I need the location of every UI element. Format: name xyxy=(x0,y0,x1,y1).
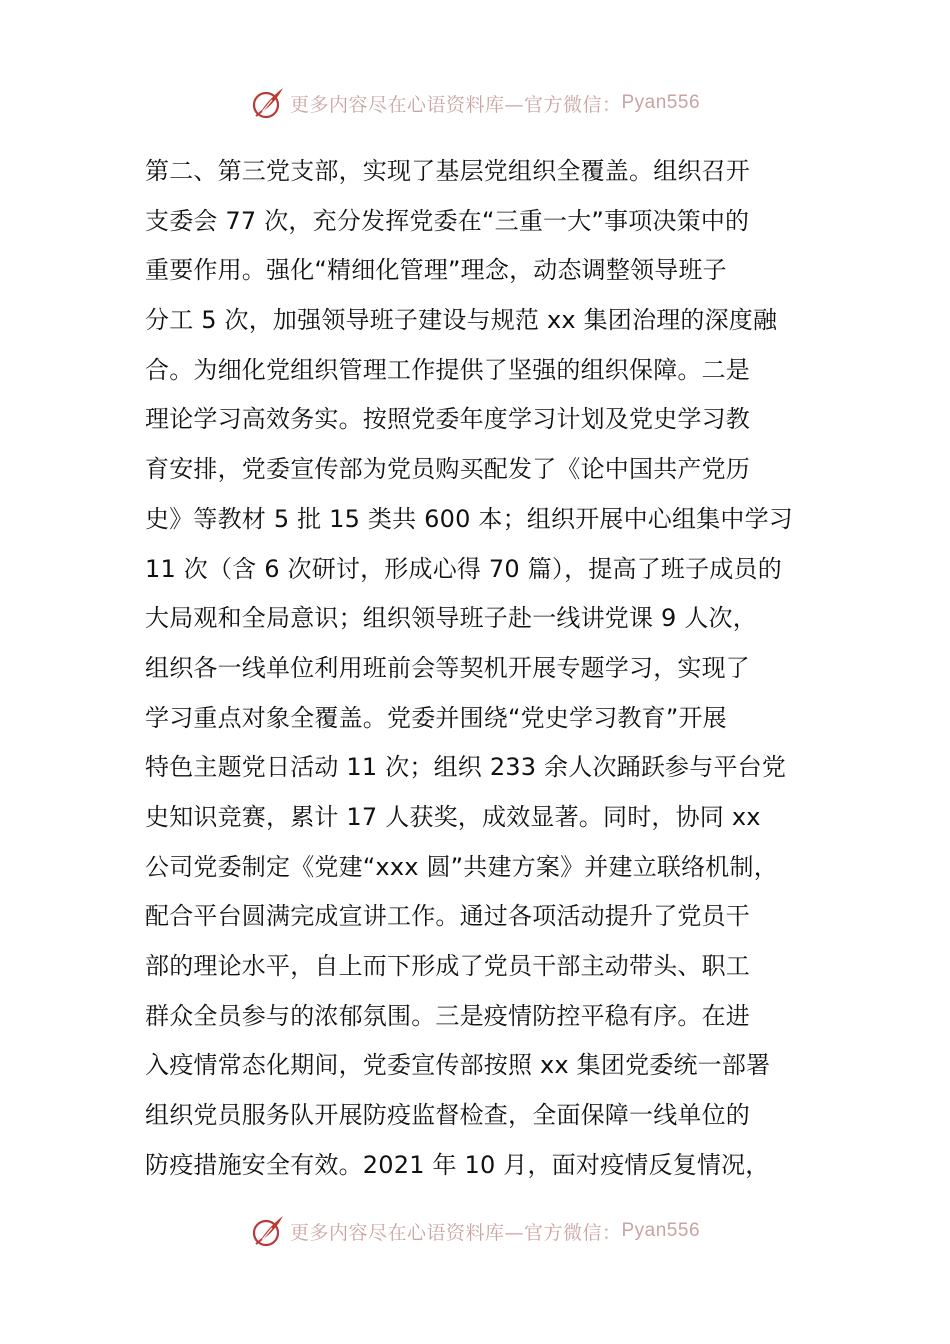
text-line: 史知识竞赛，累计 17 人获奖，成效显著。同时，协同 xx xyxy=(145,802,761,831)
header-wechat-id: Pyan556 xyxy=(621,92,701,113)
footer-wechat-id: Pyan556 xyxy=(621,1220,701,1241)
header-banner xyxy=(0,83,950,123)
text-line: 公司党委制定《党建“xxx 圆”共建方案》并建立联络机制， xyxy=(145,852,778,881)
document-body xyxy=(145,147,825,1190)
text-line: 防疫措施安全有效。2021 年 10 月，面对疫情反复情况， xyxy=(145,1150,770,1179)
text-line: 史》等教材 5 批 15 类共 600 本；组织开展中心组集中学习 xyxy=(145,504,793,533)
text-line: 组织党员服务队开展防疫监督检查，全面保障一线单位的 xyxy=(145,1101,750,1130)
quill-logo-icon xyxy=(250,1213,286,1249)
text-line: 组织各一线单位利用班前会等契机开展专题学习，实现了 xyxy=(145,653,750,682)
text-line: 入疫情常态化期间，党委宣传部按照 xx 集团党委统一部署 xyxy=(145,1051,771,1080)
text-line: 配合平台圆满完成宣讲工作。通过各项活动提升了党员干 xyxy=(145,902,750,931)
text-line: 11 次（含 6 次研讨，形成心得 70 篇），提高了班子成员的 xyxy=(145,554,782,583)
text-line: 群众全员参与的浓郁氛围。三是疫情防控平稳有序。在进 xyxy=(145,1001,750,1030)
text-line: 支委会 77 次，充分发挥党委在“三重一大”事项决策中的 xyxy=(145,206,750,235)
text-line: 理论学习高效务实。按照党委年度学习计划及党史学习教 xyxy=(145,405,750,434)
text-line: 学习重点对象全覆盖。党委并围绕“党史学习教育”开展 xyxy=(145,703,727,732)
text-line: 第二、第三党支部，实现了基层党组织全覆盖。组织召开 xyxy=(145,157,750,185)
text-line: 特色主题党日活动 11 次；组织 233 余人次踊跃参与平台党 xyxy=(145,753,787,782)
text-line: 育安排，党委宣传部为党员购买配发了《论中国共产党历 xyxy=(145,455,750,484)
quill-logo-icon xyxy=(250,85,286,121)
footer-banner xyxy=(0,1211,950,1251)
text-line: 合。为细化党组织管理工作提供了坚强的组织保障。二是 xyxy=(145,355,750,384)
footer-banner-text: 更多内容尽在心语资料库—官方微信： xyxy=(289,1221,622,1244)
text-line: 分工 5 次，加强领导班子建设与规范 xx 集团治理的深度融 xyxy=(145,306,778,335)
text-line: 部的理论水平，自上而下形成了党员干部主动带头、职工 xyxy=(145,952,750,980)
header-banner-text: 更多内容尽在心语资料库—官方微信： xyxy=(289,93,622,116)
text-line: 重要作用。强化“精细化管理”理念，动态调整领导班子 xyxy=(145,256,727,285)
text-line: 大局观和全局意识；组织领导班子赴一线讲党课 9 人次， xyxy=(145,604,757,633)
